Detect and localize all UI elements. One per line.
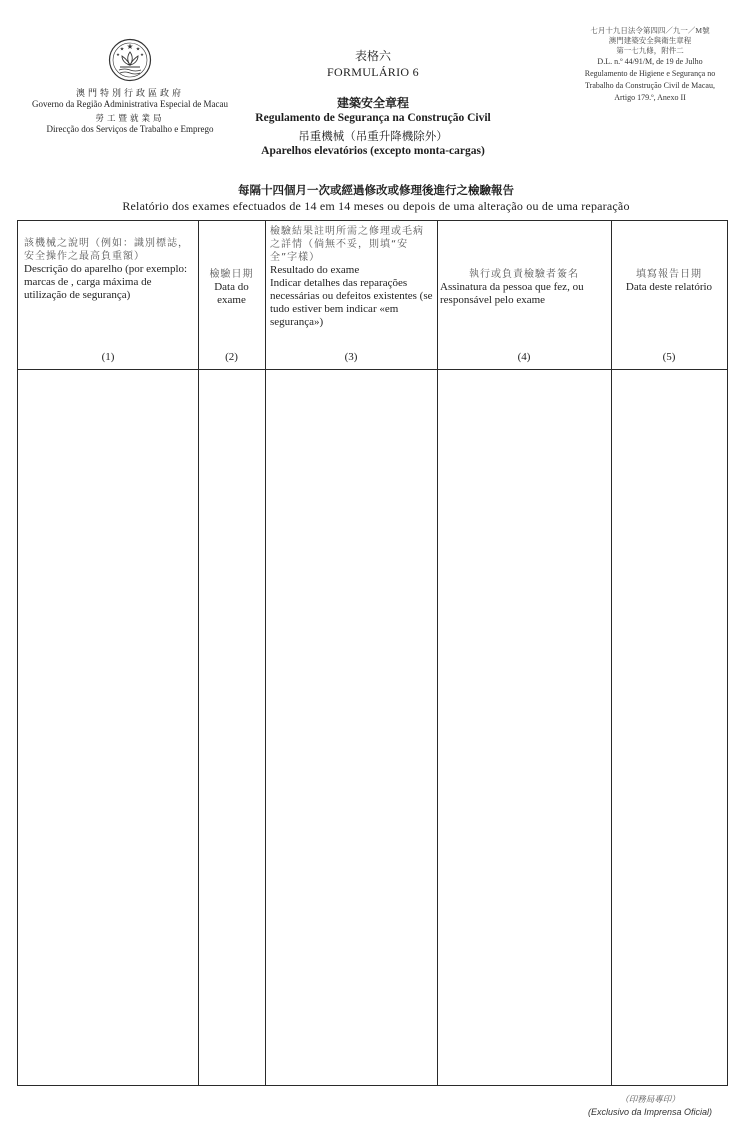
inspection-table bbox=[17, 220, 728, 1086]
column-number: (3) bbox=[344, 351, 358, 363]
department-name-zh: 勞工暨就業局 bbox=[95, 113, 165, 123]
column-number: (1) bbox=[101, 351, 115, 363]
column-label-zh: 檢驗日期 bbox=[209, 269, 254, 280]
regulation-title-pt: Regulamento de Segurança na Construção Civil bbox=[255, 112, 491, 124]
column-label-zh: 該機械之說明（例如：識別標誌，安全操作之最高負重額） bbox=[24, 238, 189, 262]
column-label-pt: Data deste relatório bbox=[625, 281, 713, 293]
apparatus-title-zh: 吊重機械（吊重升降機除外） bbox=[298, 129, 448, 143]
form-title-block bbox=[248, 48, 498, 159]
macau-sar-emblem-icon bbox=[108, 38, 152, 82]
report-title-pt: Relatório dos exames efectuados de 14 em 14 meses ou depois de uma alteração ou de uma reparação bbox=[122, 199, 630, 213]
header-divider bbox=[18, 369, 727, 370]
column-label-pt: Data do exame bbox=[214, 281, 249, 306]
column-label-zh: 執行或負責檢驗者簽名 bbox=[469, 269, 579, 280]
column-label-pt: Indicar detalhes das reparações necessárias ou defeitos existentes (se tudo estiver bem indicar «em segurança») bbox=[270, 277, 433, 328]
government-block bbox=[10, 88, 250, 135]
column-label-pt: Descrição do aparelho (por exemplo: marcas de , carga máxima de utilização de segurança) bbox=[24, 263, 188, 301]
column-label-zh: 填寫報告日期 bbox=[636, 269, 702, 280]
column-header-signature bbox=[437, 221, 611, 369]
printing-note-pt: (Exclusivo da Imprensa Oficial) bbox=[587, 1107, 713, 1117]
column-label-pt-title: Resultado do exame bbox=[270, 264, 360, 276]
form-number-pt: FORMULÁRIO 6 bbox=[327, 65, 419, 79]
printing-note-zh: （印務局專印） bbox=[620, 1095, 680, 1105]
column-header-exam-result bbox=[265, 221, 437, 369]
legal-reference-pt-line: Regulamento de Higiene e Segurança no bbox=[584, 69, 716, 78]
apparatus-title-pt: Aparelhos elevatórios (excepto monta-cargas) bbox=[261, 145, 485, 157]
column-label-pt: Assinatura da pessoa que fez, ou responsável pelo exame bbox=[440, 281, 584, 306]
column-number: (4) bbox=[517, 351, 531, 363]
legal-reference-pt-line: Trabalho da Construção Civil de Macau, bbox=[585, 81, 715, 90]
government-name-zh: 澳門特別行政區政府 bbox=[75, 88, 184, 98]
form-number-zh: 表格六 bbox=[354, 49, 391, 63]
legal-reference-zh-line: 七月十九日法令第四四／九一／M號 bbox=[590, 26, 710, 35]
legal-reference bbox=[560, 26, 740, 104]
column-label-zh: 檢驗結果註明所需之修理或毛病之詳情（倘無不妥，則填“安全”字樣） bbox=[270, 226, 424, 263]
column-header-description bbox=[18, 221, 198, 369]
report-title-zh: 每隔十四個月一次或經過修改或修理後進行之檢驗報告 bbox=[238, 183, 514, 197]
column-header-report-date bbox=[611, 221, 727, 369]
legal-reference-pt-line: D.L. n.º 44/91/M, de 19 de Julho bbox=[597, 57, 703, 66]
department-name-pt: Direcção dos Serviços de Trabalho e Emprego bbox=[46, 124, 214, 134]
column-header-exam-date bbox=[198, 221, 265, 369]
column-number: (5) bbox=[662, 351, 676, 363]
legal-reference-zh-line: 第一七九條，附件二 bbox=[616, 46, 684, 55]
legal-reference-zh-line: 澳門建築安全與衛生章程 bbox=[608, 36, 692, 45]
regulation-title-zh: 建築安全章程 bbox=[336, 96, 409, 110]
legal-reference-pt-line: Artigo 179.º, Anexo II bbox=[614, 93, 686, 102]
printing-note bbox=[560, 1094, 740, 1118]
report-title-block bbox=[40, 183, 712, 214]
government-name-pt: Governo da Região Administrativa Especial de Macau bbox=[32, 99, 228, 109]
column-number: (2) bbox=[225, 351, 238, 363]
